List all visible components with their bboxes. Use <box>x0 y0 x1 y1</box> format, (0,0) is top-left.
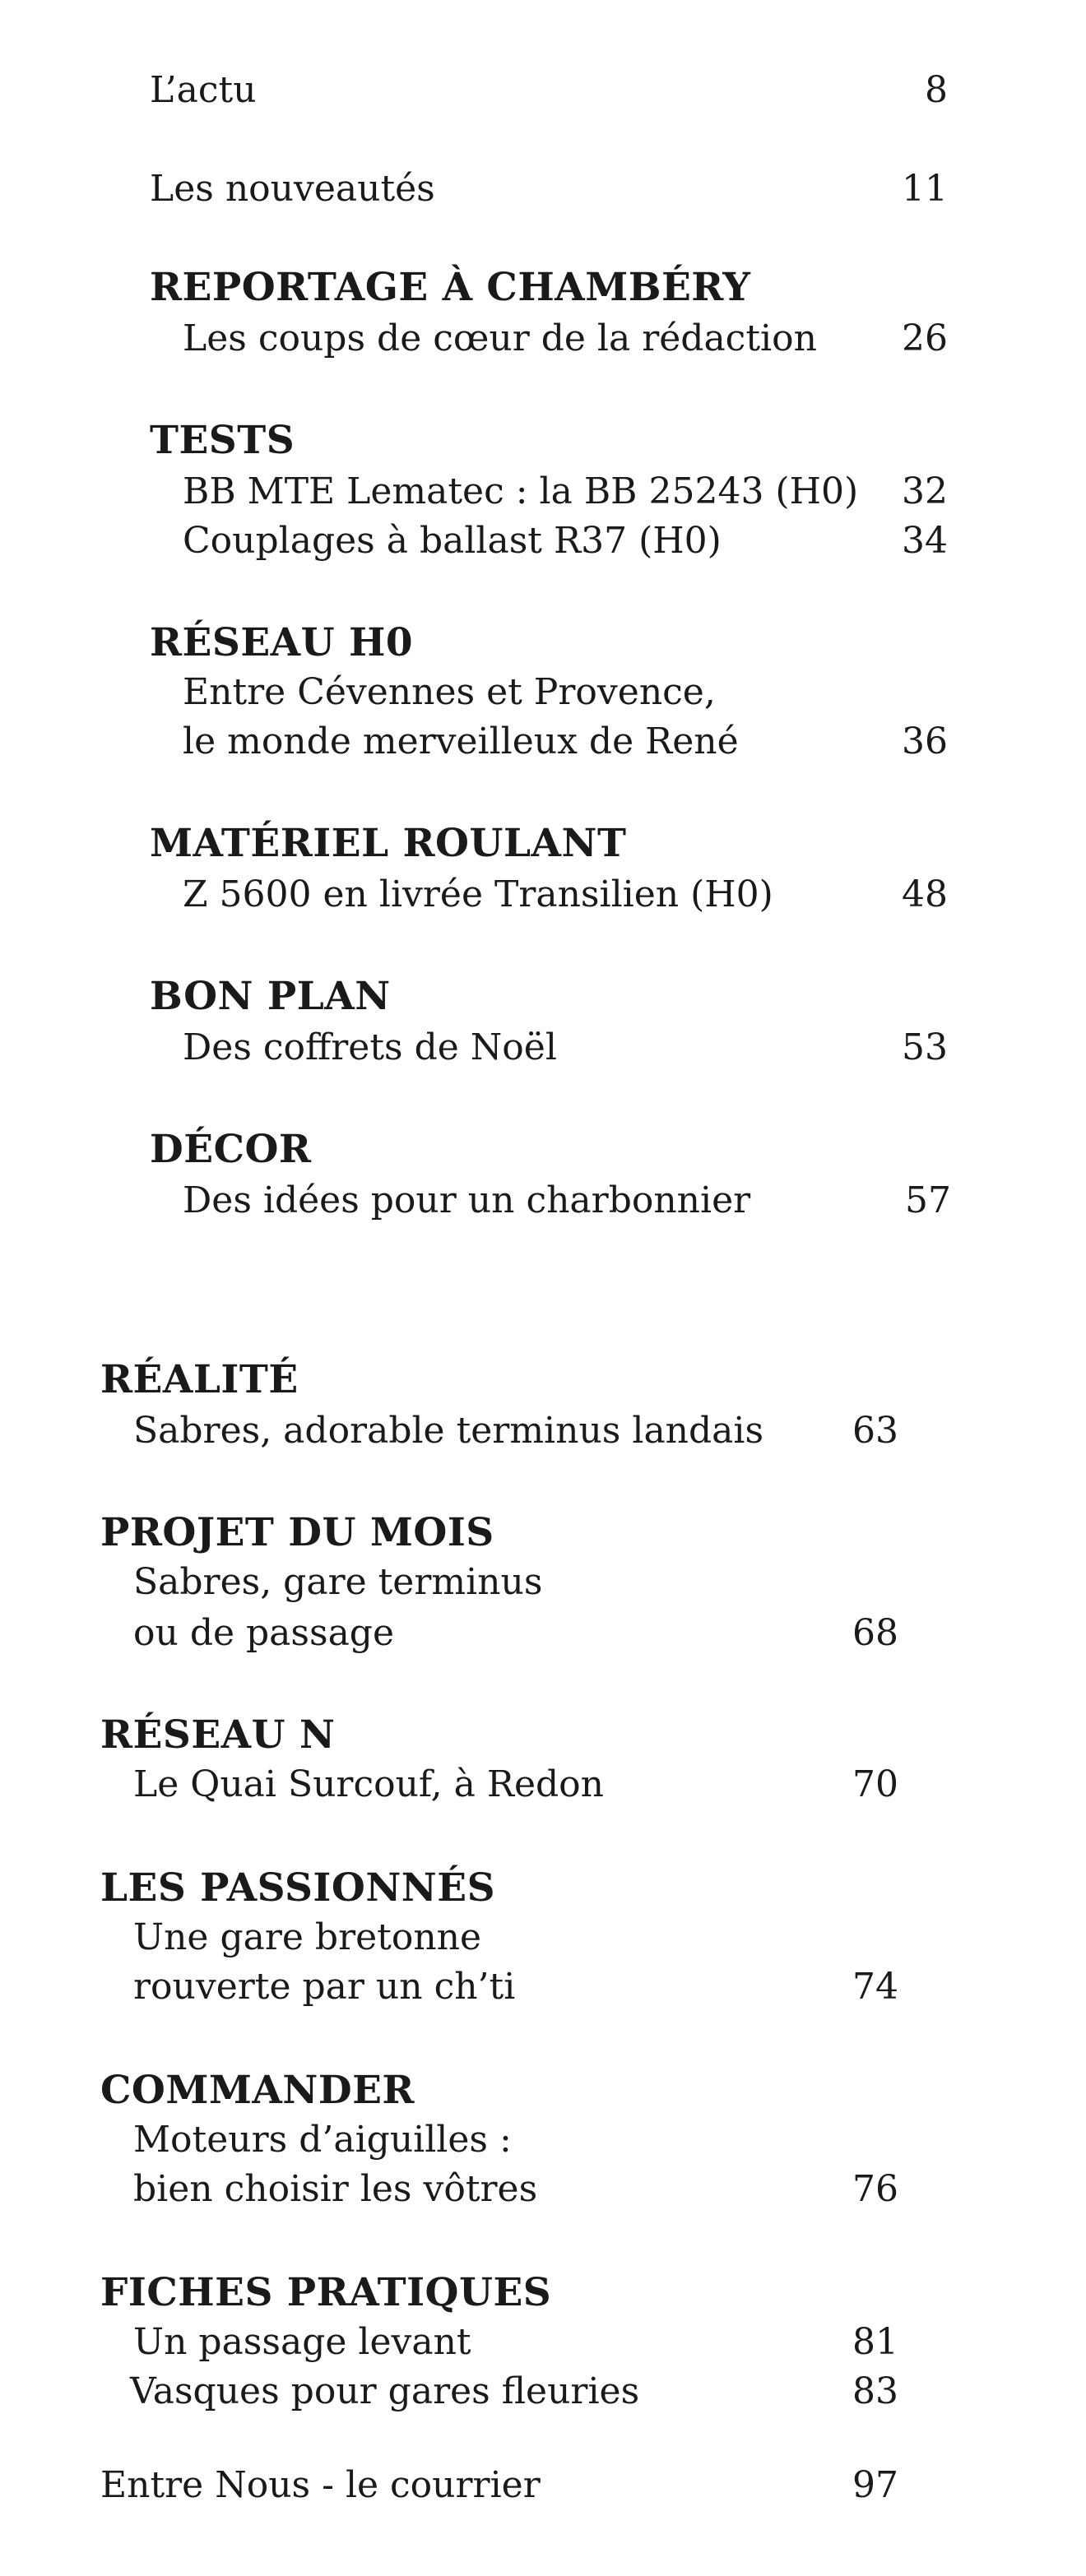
toc-entry-label: Des coffrets de Noël <box>183 1026 557 1068</box>
section-heading: BON PLAN <box>150 974 391 1019</box>
toc-page-number: 53 <box>902 1026 948 1068</box>
section-heading: RÉALITÉ <box>100 1357 299 1402</box>
toc-page-number: 97 <box>852 2464 898 2506</box>
toc-entry-label: ou de passage <box>133 1612 395 1654</box>
toc-entry-label: le monde merveilleux de René <box>183 720 739 762</box>
section-heading: RÉSEAU N <box>100 1712 336 1758</box>
section-heading: MATÉRIEL ROULANT <box>150 821 627 866</box>
toc-entry-label: Le Quai Surcouf, à Redon <box>133 1763 604 1805</box>
toc-entry-label: Un passage levant <box>133 2321 471 2363</box>
toc-entry-label: Des idées pour un charbonnier <box>183 1179 751 1221</box>
section-heading: FICHES PRATIQUES <box>100 2270 552 2315</box>
toc-page-number: 76 <box>852 2168 898 2210</box>
toc-page-number: 74 <box>852 1966 898 2008</box>
toc-entry-label: BB MTE Lematec : la BB 25243 (H0) <box>183 470 859 512</box>
toc-page-number: 81 <box>852 2321 898 2363</box>
toc-page-number: 26 <box>902 317 948 359</box>
section-heading: REPORTAGE À CHAMBÉRY <box>150 265 751 310</box>
toc-entry-label: Sabres, adorable terminus landais <box>133 1410 764 1452</box>
section-heading: PROJET DU MOIS <box>100 1510 494 1555</box>
toc-entry-label: Z 5600 en livrée Transilien (H0) <box>183 873 773 915</box>
section-heading: TESTS <box>150 418 295 463</box>
toc-page-number: 63 <box>852 1410 898 1452</box>
toc-page-number: 57 <box>905 1179 951 1221</box>
toc-entry-label: Les coups de cœur de la rédaction <box>183 317 817 359</box>
toc-entry-label: Couplages à ballast R37 (H0) <box>183 520 722 562</box>
toc-page-number: 11 <box>902 168 948 210</box>
section-heading: DÉCOR <box>150 1127 312 1172</box>
toc-page-number: 32 <box>902 470 948 512</box>
toc-page-number: 48 <box>902 873 948 915</box>
toc-page-number: 70 <box>852 1763 898 1805</box>
toc-entry-label: Les nouveautés <box>150 168 435 210</box>
toc-page-number: 8 <box>925 69 948 111</box>
toc-entry-label: Une gare bretonne <box>133 1916 482 1958</box>
toc-entry-label: Entre Nous - le courrier <box>100 2464 541 2506</box>
toc-page-number: 36 <box>902 720 948 762</box>
toc-entry-label: Sabres, gare terminus <box>133 1561 543 1603</box>
toc-entry-label: Moteurs d’aiguilles : <box>133 2119 512 2161</box>
toc-page-number: 34 <box>902 520 948 562</box>
section-heading: COMMANDER <box>100 2068 415 2113</box>
toc-page-number: 68 <box>852 1612 898 1654</box>
section-heading: LES PASSIONNÉS <box>100 1865 496 1911</box>
toc-page-number: 83 <box>852 2370 898 2412</box>
section-heading: RÉSEAU H0 <box>150 620 414 665</box>
toc-entry-label: Vasques pour gares fleuries <box>130 2370 640 2412</box>
toc-entry-label: rouverte par un ch’ti <box>133 1966 516 2008</box>
toc-entry-label: bien choisir les vôtres <box>133 2168 538 2210</box>
toc-entry-label: Entre Cévennes et Provence, <box>183 671 716 713</box>
toc-entry-label: L’actu <box>150 69 257 111</box>
